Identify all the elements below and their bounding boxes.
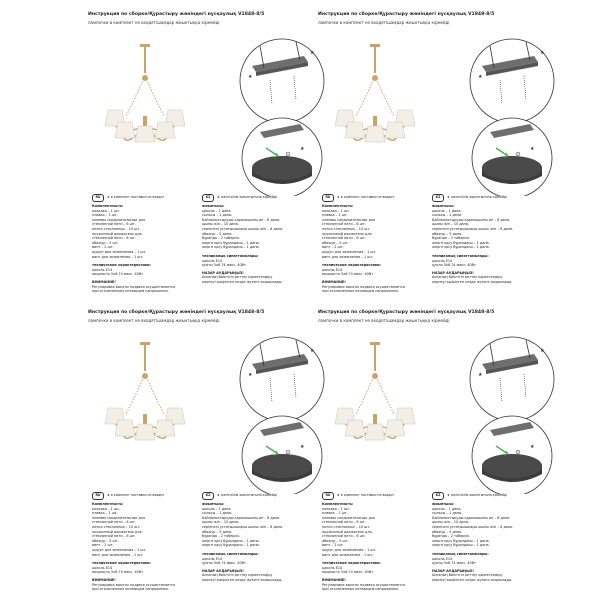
kz-tech-header: техникалық сипаттамалары: <box>432 551 489 556</box>
kz-tech-line: цоколь Е14 <box>432 258 453 263</box>
ru-contents-item: винт – 2 шт. <box>92 543 114 548</box>
ru-contents-item: стеклянной нити – 6 шт. <box>322 520 366 525</box>
ru-badge: RU <box>322 492 334 500</box>
ru-contents-item: плавка – 1 шт. <box>92 511 118 516</box>
ru-contents-item: шуруп для заземления – 1 шт. <box>92 249 147 254</box>
ru-contents-item: стеклянной нити – 6 шт. <box>322 222 366 227</box>
lamps-note: лампочки в комплект не входят/шамдар жиынтыққа кірмейді <box>88 20 220 25</box>
kz-contents-item: шыны жіп – 10 дана. <box>202 520 240 525</box>
kz-badge: KZ <box>202 194 214 202</box>
ru-contents-item: шуруп для заземления – 1 шт. <box>92 547 147 552</box>
ru-contents-item: винт – 2 шт. <box>322 543 344 548</box>
ru-contents-header: Комплектность: <box>92 502 124 506</box>
ru-contents-item: абажур – 5 шт. <box>322 538 349 543</box>
ru-contents-item: колодка – 1 шт. <box>92 506 121 511</box>
ru-contents-header: Комплектность: <box>92 204 124 208</box>
kz-tech-header: техникалық сипаттамалары: <box>432 253 489 258</box>
kz-warning-line: Аспаның биіктігін реттеу қоректендіру <box>432 573 503 578</box>
kz-warning-line: кернеуі өшірілген кезде жүзеге асырылады. <box>432 577 513 582</box>
ru-contents-item: винт – 2 шт. <box>92 245 114 250</box>
ru-contents-item: шуруп для заземления – 1 шт. <box>322 547 377 552</box>
ru-contents-item: абажур – 5 шт. <box>92 240 119 245</box>
ru-warning-line: при отключенном питающем напряжении. <box>322 587 399 592</box>
canopy-plate-detail <box>472 416 552 494</box>
ru-column <box>322 492 440 592</box>
ru-contents-item: стеклянной нити – 6 шт. <box>92 236 136 241</box>
ru-contents-item: плавка – 1 шт. <box>322 511 348 516</box>
ru-contents-item: стеклянной нити – 6 шт. <box>92 534 136 539</box>
ru-tech-line: цоколь Е14 <box>322 565 343 570</box>
kz-warning-header: НАЗАР АУДАРЫҢЫЗ! <box>432 568 474 573</box>
kz-warning-line: Аспаның биіктігін реттеу қоректендіру <box>202 573 273 578</box>
ru-star-note: ★ в комплект поставки не входит <box>107 195 165 200</box>
ru-contents-item: стеклянной нити – 6 шт. <box>322 534 366 539</box>
chandelier-image <box>105 44 185 142</box>
svg-text:★: ★ <box>478 74 483 80</box>
kz-contents-item: жерге қосу бұрандасы – 1 дана. <box>432 538 490 543</box>
ru-contents-item: плавка – 1 шт. <box>92 213 118 218</box>
kz-warning-line: Аспаның биіктігін реттеу қоректендіру <box>432 275 503 280</box>
ru-contents-item: пружинный держатель для <box>322 231 372 236</box>
kz-column <box>432 194 550 285</box>
kz-badge: KZ <box>432 194 444 202</box>
instruction-panel <box>312 310 592 595</box>
kz-contents-item: абажур – 5 дана. <box>202 529 233 534</box>
ru-contents-item: винт для заземления – 1 шт. <box>322 254 374 259</box>
kz-tech-line: цоколь Е14 <box>202 556 223 561</box>
ru-warning-line: при отключенном питающем напряжении. <box>92 587 169 592</box>
canopy-plate-detail <box>472 118 552 196</box>
svg-text:★: ★ <box>540 348 545 354</box>
ru-column <box>322 194 440 294</box>
ru-tech-line: мощность 5х6.74 макс. 40Вт <box>322 272 374 277</box>
kz-contents-item: Байланыстыруды қаралашыны ип – 6 дана. <box>432 217 511 222</box>
ru-tech-line: цоколь Е14 <box>92 565 113 570</box>
kz-contents-item: Байланыстыруды қаралашыны ип – 6 дана. <box>202 515 281 520</box>
ru-contents-item: нитка стеклянных – 10 шт. <box>92 226 141 231</box>
instruction-title: Инструкция по сборке/Құрастыру жөніндегі нұсқаулық V1848-8/5 <box>318 310 495 315</box>
kz-warning-line: кернеуі өшірілген кезде жүзеге асырылады. <box>202 577 283 582</box>
kz-contents-item: абажур – 5 дана. <box>432 529 463 534</box>
kz-contents-header: жиынтығы: <box>432 502 455 506</box>
ru-tech-header: технические характеристики: <box>92 561 151 566</box>
kz-contents-item: жерге қосу бұрандасы – 1 дана. <box>202 240 260 245</box>
ru-warning-line: при отключенном питающем напряжении. <box>92 289 169 294</box>
canopy-plate-detail <box>242 118 322 196</box>
kz-star-note: ★ жеткізілім жиынтығына кірмейді <box>217 195 278 200</box>
ru-star-note: ★ в комплект поставки не входит <box>337 195 395 200</box>
lamps-note: лампочки в комплект не входят/шамдар жиынтыққа кірмейді <box>318 20 450 25</box>
svg-text:★: ★ <box>300 146 305 152</box>
ru-badge: RU <box>92 194 104 202</box>
ru-warning-header: ВНИМАНИЕ! <box>92 279 116 284</box>
kz-contents-item: абажур – 5 дана. <box>202 231 233 236</box>
svg-text:★: ★ <box>530 146 535 152</box>
kz-contents-header: жиынтығы: <box>202 204 225 208</box>
ru-contents-item: плавка – 1 шт. <box>322 213 348 218</box>
ru-contents-item: абажур – 5 шт. <box>92 538 119 543</box>
ru-badge: RU <box>322 194 334 202</box>
kz-tech-header: техникалық сипаттамалары: <box>202 253 259 258</box>
instruction-title: Инструкция по сборке/Құрастыру жөніндегі нұсқаулық V1848-8/5 <box>318 12 495 17</box>
kz-contents-item: Байланыстыруды қаралашыны ип – 6 дана. <box>432 515 511 520</box>
kz-tech-header: техникалық сипаттамалары: <box>202 551 259 556</box>
ru-contents-item: пружинный держатель для <box>322 529 372 534</box>
ru-contents-item: клеммы соединительные для <box>322 217 376 222</box>
ru-star-note: ★ в комплект поставки не входит <box>337 493 395 498</box>
ru-contents-item: пружинный держатель для <box>92 529 142 534</box>
svg-text:★: ★ <box>530 444 535 450</box>
ru-contents-item: винт для заземления – 1 шт. <box>322 552 374 557</box>
svg-text:★: ★ <box>248 74 253 80</box>
kz-tech-line: қуаты 5х6.74 макс. 40Вт <box>202 561 246 566</box>
kz-contents-item: серіппелі ұстағышылары шыны жіп – 6 дана. <box>202 524 284 529</box>
instruction-title: Инструкция по сборке/Құрастыру жөніндегі нұсқаулық V1848-8/5 <box>88 12 265 17</box>
ru-warning-header: ВНИМАНИЕ! <box>322 577 346 582</box>
kz-contents-item: жерге қосу бұрандасы – 1 дана. <box>432 240 490 245</box>
kz-warning-line: кернеуі өшірілген кезде жүзеге асырылады. <box>432 279 513 284</box>
ru-contents-item: колодка – 1 шт. <box>92 208 121 213</box>
ru-contents-item: абажур – 5 шт. <box>322 240 349 245</box>
kz-contents-header: жиынтығы: <box>202 502 225 506</box>
ru-warning-header: ВНИМАНИЕ! <box>322 279 346 284</box>
ru-warning-line: Регулировка высоты подвеса осуществляется <box>322 582 406 587</box>
kz-tech-line: цоколь Е14 <box>202 258 223 263</box>
svg-text:★: ★ <box>478 372 483 378</box>
ru-warning-line: Регулировка высоты подвеса осуществляется <box>92 284 176 289</box>
ru-contents-item: пружинный держатель для <box>92 231 142 236</box>
ru-badge: RU <box>92 492 104 500</box>
kz-contents-item: серіппелі ұстағышылары шыны жіп – 6 дана. <box>202 226 284 231</box>
kz-column <box>202 492 320 583</box>
kz-contents-item: Байланыстыруды қаралашыны ип – 6 дана. <box>202 217 281 222</box>
kz-contents-item: цоколь – 1 дана. <box>432 506 462 511</box>
lamps-note: лампочки в комплект не входят/шамдар жиынтыққа кірмейді <box>88 318 220 323</box>
kz-contents-item: цоколь – 1 дана. <box>432 208 462 213</box>
kz-contents-item: серіппелі ұстағышылары шыны жіп – 6 дана. <box>432 226 514 231</box>
ru-tech-header: технические характеристики: <box>92 263 151 268</box>
ru-tech-line: мощность 5х6.74 макс. 40Вт <box>92 272 144 277</box>
ru-tech-line: цоколь Е14 <box>322 267 343 272</box>
kz-warning-header: НАЗАР АУДАРЫҢЫЗ! <box>202 270 244 275</box>
kz-badge: KZ <box>432 492 444 500</box>
ru-contents-header: Комплектность: <box>322 204 354 208</box>
kz-warning-line: кернеуі өшірілген кезде жүзеге асырылады. <box>202 279 283 284</box>
kz-contents-item: бұранда – 2 тоберсік. <box>432 534 471 539</box>
kz-contents-item: шыны жіп – 10 дана. <box>202 222 240 227</box>
kz-contents-item: шыны жіп – 10 дана. <box>432 520 470 525</box>
chandelier-image <box>105 342 185 440</box>
ru-contents-item: колодка – 1 шт. <box>322 506 351 511</box>
ru-tech-header: технические характеристики: <box>322 263 381 268</box>
kz-star-note: ★ жеткізілім жиынтығына кірмейді <box>217 493 278 498</box>
kz-contents-item: серіппелі ұстағышылары шыны жіп – 6 дана. <box>432 524 514 529</box>
assembly-illustration <box>312 324 592 494</box>
kz-contents-item: жерге қосу бұрандасы – 1 дана. <box>202 538 260 543</box>
instruction-panel <box>312 12 592 297</box>
ru-contents-item: шуруп для заземления – 1 шт. <box>322 249 377 254</box>
kz-tech-line: қуаты 5х6.74 макс. 40Вт <box>432 263 476 268</box>
svg-text:★: ★ <box>248 372 253 378</box>
kz-column <box>432 492 550 583</box>
ru-contents-header: Комплектность: <box>322 502 354 506</box>
mounting-bar-detail <box>470 337 554 421</box>
ru-contents-item: стеклянной нити – 6 шт. <box>92 222 136 227</box>
ru-warning-line: при отключенном питающем напряжении. <box>322 289 399 294</box>
mounting-bar-detail <box>470 39 554 123</box>
assembly-illustration <box>312 26 592 196</box>
kz-contents-item: цоколь – 1 дана. <box>202 208 232 213</box>
svg-text:★: ★ <box>300 444 305 450</box>
kz-contents-item: жерге қосу бұрандасы – 1 дана. <box>202 245 260 250</box>
kz-tech-line: цоколь Е14 <box>432 556 453 561</box>
svg-text:★: ★ <box>310 50 315 56</box>
instruction-title: Инструкция по сборке/Құрастыру жөніндегі нұсқаулық V1848-8/5 <box>88 310 265 315</box>
kz-contents-item: бұранда – 2 тоберсік. <box>202 236 241 241</box>
ru-contents-item: нитка стеклянных – 10 шт. <box>92 524 141 529</box>
kz-tech-line: қуаты 5х6.74 макс. 40Вт <box>432 561 476 566</box>
kz-contents-item: бұранда – 2 тоберсік. <box>432 236 471 241</box>
svg-text:★: ★ <box>310 348 315 354</box>
ru-contents-item: клеммы соединительные для <box>322 515 376 520</box>
ru-tech-line: цоколь Е14 <box>92 267 113 272</box>
kz-contents-item: цоколь – 1 дана. <box>202 506 232 511</box>
ru-warning-line: Регулировка высоты подвеса осуществляется <box>92 582 176 587</box>
ru-contents-item: колодка – 1 шт. <box>322 208 351 213</box>
kz-contents-header: жиынтығы: <box>432 204 455 208</box>
chandelier-image <box>335 44 415 142</box>
kz-warning-header: НАЗАР АУДАРЫҢЫЗ! <box>202 568 244 573</box>
ru-contents-item: нитка стеклянных – 10 шт. <box>322 524 371 529</box>
kz-contents-item: жерге қосу бұрандасы – 1 дана. <box>202 543 260 548</box>
kz-star-note: ★ жеткізілім жиынтығына кірмейді <box>447 195 508 200</box>
ru-contents-item: клеммы соединительные для <box>92 217 146 222</box>
ru-contents-item: винт для заземления – 1 шт. <box>92 552 144 557</box>
kz-contents-item: шыны жіп – 10 дана. <box>432 222 470 227</box>
kz-warning-header: НАЗАР АУДАРЫҢЫЗ! <box>432 270 474 275</box>
canopy-plate-detail <box>242 416 322 494</box>
kz-warning-line: Аспаның биіктігін реттеу қоректендіру <box>202 275 273 280</box>
kz-tech-line: қуаты 5х6.74 макс. 40Вт <box>202 263 246 268</box>
ru-contents-item: нитка стеклянных – 10 шт. <box>322 226 371 231</box>
kz-contents-item: сыльсы – 1 дана. <box>202 511 233 516</box>
chandelier-image <box>335 342 415 440</box>
kz-contents-item: бұранда – 2 тоберсік. <box>202 534 241 539</box>
ru-tech-header: технические характеристики: <box>322 561 381 566</box>
ru-contents-item: клеммы соединительные для <box>92 515 146 520</box>
ru-contents-item: винт – 2 шт. <box>322 245 344 250</box>
kz-star-note: ★ жеткізілім жиынтығына кірмейді <box>447 493 508 498</box>
kz-contents-item: сыльсы – 1 дана. <box>202 213 233 218</box>
ru-tech-line: мощность 5х6.74 макс. 40Вт <box>322 570 374 575</box>
kz-contents-item: сыльсы – 1 дана. <box>432 213 463 218</box>
kz-contents-item: сыльсы – 1 дана. <box>432 511 463 516</box>
ru-column <box>92 194 210 294</box>
ru-tech-line: мощность 5х6.74 макс. 40Вт <box>92 570 144 575</box>
kz-column <box>202 194 320 285</box>
kz-contents-item: жерге қосу бұрандасы – 1 дана. <box>432 245 490 250</box>
svg-text:★: ★ <box>540 50 545 56</box>
ru-contents-item: стеклянной нити – 6 шт. <box>322 236 366 241</box>
ru-warning-header: ВНИМАНИЕ! <box>92 577 116 582</box>
kz-contents-item: жерге қосу бұрандасы – 1 дана. <box>432 543 490 548</box>
kz-contents-item: абажур – 5 дана. <box>432 231 463 236</box>
ru-warning-line: Регулировка высоты подвеса осуществляется <box>322 284 406 289</box>
ru-column <box>92 492 210 592</box>
lamps-note: лампочки в комплект не входят/шамдар жиынтыққа кірмейді <box>318 318 450 323</box>
ru-star-note: ★ в комплект поставки не входит <box>107 493 165 498</box>
ru-contents-item: стеклянной нити – 6 шт. <box>92 520 136 525</box>
ru-contents-item: винт для заземления – 1 шт. <box>92 254 144 259</box>
kz-badge: KZ <box>202 492 214 500</box>
